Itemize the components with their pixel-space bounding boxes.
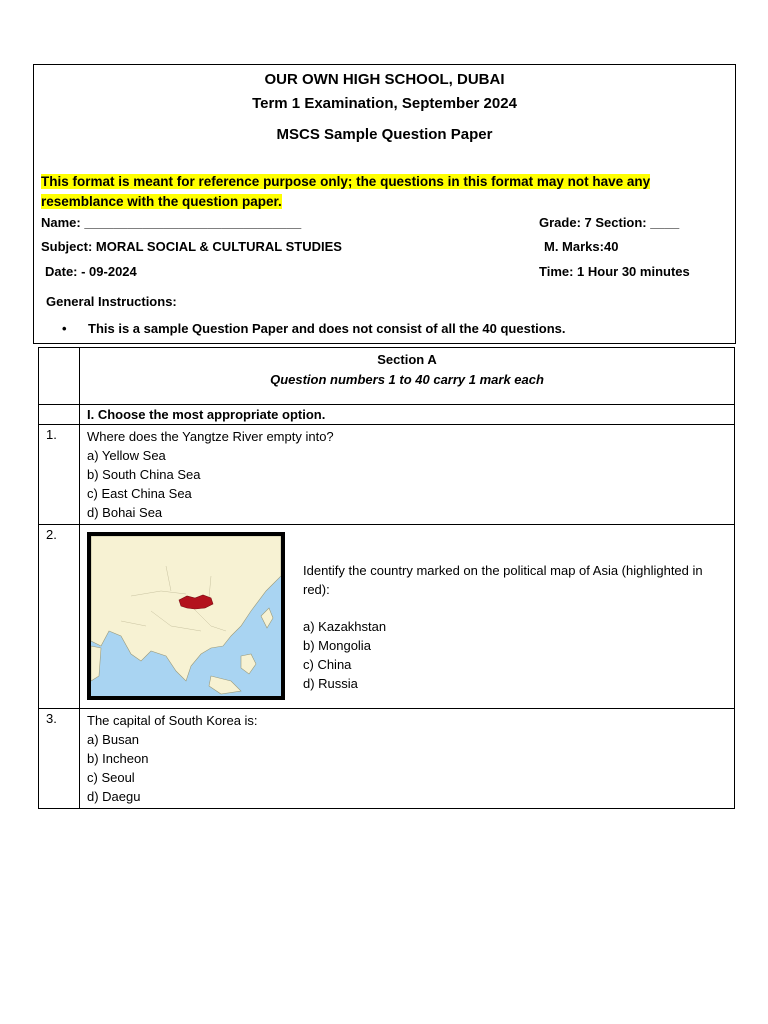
grade-field: Grade: 7 Section: ____	[539, 215, 680, 230]
question-number: 2.	[39, 525, 80, 709]
question-text: The capital of South Korea is:	[87, 713, 258, 728]
asia-political-map-image	[91, 536, 281, 696]
school-name: OUR OWN HIGH SCHOOL, DUBAI	[264, 71, 505, 88]
option-c: c) East China Sea	[87, 486, 192, 501]
question-row	[39, 709, 735, 809]
instruction-item: • This is a sample Question Paper and does not consist of all the 40 questions.	[62, 321, 566, 336]
option-d: d) Daegu	[87, 789, 141, 804]
question-row	[39, 525, 735, 709]
exam-term: Term 1 Examination, September 2024	[252, 95, 517, 112]
date-field: Date: - 09-2024	[45, 264, 137, 279]
section-subtitle: Question numbers 1 to 40 carry 1 mark each	[270, 372, 544, 387]
option-b: b) South China Sea	[87, 467, 201, 482]
question-text: Identify the country marked on the political map of Asia (highlighted in red):	[303, 563, 703, 597]
question-number: 3.	[39, 709, 80, 809]
option-d: d) Russia	[303, 676, 358, 691]
name-field: Name: ______________________________	[41, 215, 302, 230]
section-header-row	[39, 348, 735, 405]
option-a: a) Kazakhstan	[303, 619, 387, 634]
question-number: 1.	[39, 425, 80, 525]
section-title: Section A	[377, 352, 437, 367]
paper-title: MSCS Sample Question Paper	[276, 126, 493, 143]
subject-field: Subject: MORAL SOCIAL & CULTURAL STUDIES	[41, 239, 342, 254]
question-row	[39, 425, 735, 525]
option-b: b) Mongolia	[303, 638, 371, 653]
question-table	[38, 347, 735, 809]
option-a: a) Busan	[87, 732, 140, 747]
max-marks: M. Marks:40	[544, 239, 619, 254]
option-a: a) Yellow Sea	[87, 448, 166, 463]
bullet-icon: •	[62, 321, 67, 336]
part-title: I. Choose the most appropriate option.	[80, 405, 735, 425]
part-row	[39, 405, 735, 425]
option-d: d) Bohai Sea	[87, 505, 163, 520]
instructions-title: General Instructions:	[46, 294, 177, 309]
question-text: Where does the Yangtze River empty into?	[87, 429, 334, 444]
option-c: c) China	[303, 657, 352, 672]
exam-header	[33, 64, 736, 344]
option-b: b) Incheon	[87, 751, 149, 766]
time-field: Time: 1 Hour 30 minutes	[539, 264, 690, 279]
asia-map	[87, 532, 285, 700]
reference-notice: This format is meant for reference purpose only; the questions in this format may not have any resemblance with the question paper.	[41, 174, 651, 209]
option-c: c) Seoul	[87, 770, 135, 785]
